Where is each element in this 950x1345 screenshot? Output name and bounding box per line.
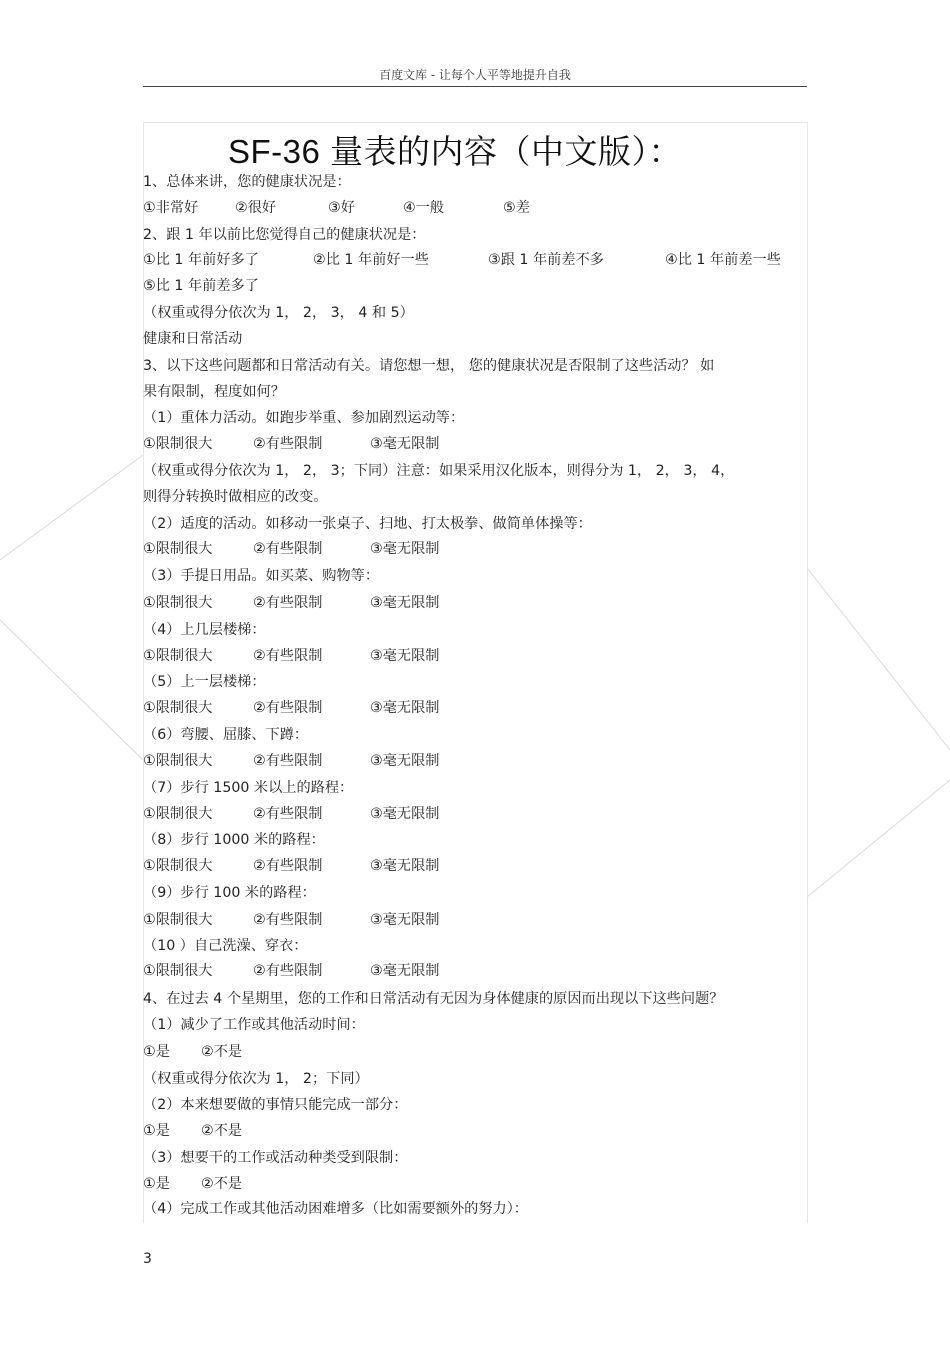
option: ①非常好 xyxy=(143,200,199,216)
subquestion-3-2: （2）适度的活动。如移动一张桌子、扫地、打太极拳、做简单体操等： xyxy=(143,516,592,532)
header-divider xyxy=(143,86,807,87)
document-title: SF-36 量表的内容（中文版）： xyxy=(228,133,683,170)
option: ②不是 xyxy=(201,1123,243,1139)
option: ①限制很大 xyxy=(143,963,213,979)
option: ③毫无限制 xyxy=(370,648,440,664)
option: ②有些限制 xyxy=(253,700,323,716)
subquestion-4-3: （3）想要干的工作或活动种类受到限制： xyxy=(143,1150,408,1166)
subquestion-3-8: （8）步行 1000 米的路程： xyxy=(143,832,325,848)
option: ①限制很大 xyxy=(143,753,213,769)
option: ①比 1 年前好多了 xyxy=(143,252,259,268)
option: ①是 xyxy=(143,1123,170,1139)
option: ②不是 xyxy=(201,1044,243,1060)
option: ①限制很大 xyxy=(143,858,213,874)
option: ④一般 xyxy=(403,200,445,216)
option-q2-5: ⑤比 1 年前差多了 xyxy=(143,278,259,294)
option: ②有些限制 xyxy=(253,912,323,928)
page-number: 3 xyxy=(143,1251,152,1267)
option: ②有些限制 xyxy=(253,806,323,822)
option: ③毫无限制 xyxy=(370,963,440,979)
option: ①限制很大 xyxy=(143,541,213,557)
weight-note-q4: （权重或得分依次为 1， 2；下同） xyxy=(143,1071,369,1087)
option: ②不是 xyxy=(201,1176,243,1192)
option: ②有些限制 xyxy=(253,648,323,664)
subquestion-4-4: （4）完成工作或其他活动困难增多（比如需要额外的努力）： xyxy=(143,1201,528,1217)
subquestion-4-1: （1）减少了工作或其他活动时间： xyxy=(143,1017,365,1033)
option: ①限制很大 xyxy=(143,595,213,611)
option: ③毫无限制 xyxy=(370,858,440,874)
option: ②有些限制 xyxy=(253,541,323,557)
question-3: 3、以下这些问题都和日常活动有关。请您想一想， 您的健康状况是否限制了这些活动？ 如 xyxy=(143,358,715,374)
option: ⑤差 xyxy=(503,200,530,216)
subquestion-3-3: （3）手提日用品。如买菜、购物等： xyxy=(143,568,380,584)
option: ③毫无限制 xyxy=(370,806,440,822)
option: ④比 1 年前差一些 xyxy=(665,252,781,268)
option: ②比 1 年前好一些 xyxy=(313,252,429,268)
subquestion-3-10: （10 ）自己洗澡、穿衣： xyxy=(143,938,308,954)
subquestion-3-7: （7）步行 1500 米以上的路程： xyxy=(143,780,354,796)
question-1: 1、总体来讲，您的健康状况是： xyxy=(143,174,351,190)
subquestion-3-9: （9）步行 100 米的路程： xyxy=(143,885,316,901)
option: ②很好 xyxy=(235,200,277,216)
subquestion-3-1: （1）重体力活动。如跑步举重、参加剧烈运动等： xyxy=(143,410,465,426)
weight-note-q2: （权重或得分依次为 1， 2， 3， 4 和 5） xyxy=(143,305,414,321)
option: ③跟 1 年前差不多 xyxy=(488,252,604,268)
subquestion-3-6: （6）弯腰、屈膝、下蹲： xyxy=(143,727,309,743)
option: ①是 xyxy=(143,1044,170,1060)
option: ③毫无限制 xyxy=(370,436,440,452)
option: ②有些限制 xyxy=(253,753,323,769)
subquestion-3-4: （4）上几层楼梯： xyxy=(143,622,266,638)
option: ①限制很大 xyxy=(143,912,213,928)
option: ①限制很大 xyxy=(143,700,213,716)
option: ③毫无限制 xyxy=(370,912,440,928)
option: ②有些限制 xyxy=(253,963,323,979)
weight-note-q3: （权重或得分依次为 1， 2， 3；下同）注意：如果采用汉化版本，则得分为 1， 2， 3， 4， xyxy=(143,463,735,479)
page-header: 百度文库 - 让每个人平等地提升自我 xyxy=(379,68,571,82)
option: ③毫无限制 xyxy=(370,700,440,716)
question-3-cont: 果有限制，程度如何？ xyxy=(143,384,285,400)
option: ②有些限制 xyxy=(253,595,323,611)
option: ③好 xyxy=(328,200,355,216)
option: ①限制很大 xyxy=(143,806,213,822)
weight-note-q3-cont: 则得分转换时做相应的改变。 xyxy=(143,489,328,505)
question-2: 2、跟 1 年以前比您觉得自己的健康状况是： xyxy=(143,227,426,243)
subquestion-3-5: （5）上一层楼梯： xyxy=(143,674,266,690)
subquestion-4-2: （2）本来想要做的事情只能完成一部分： xyxy=(143,1097,408,1113)
option: ③毫无限制 xyxy=(370,753,440,769)
question-4: 4、在过去 4 个星期里，您的工作和日常活动有无因为身体健康的原因而出现以下这些问题？ xyxy=(143,991,724,1007)
option: ②有些限制 xyxy=(253,436,323,452)
option: ①限制很大 xyxy=(143,436,213,452)
option: ③毫无限制 xyxy=(370,595,440,611)
option: ②有些限制 xyxy=(253,858,323,874)
option: ①限制很大 xyxy=(143,648,213,664)
section-heading: 健康和日常活动 xyxy=(143,331,243,347)
option: ③毫无限制 xyxy=(370,541,440,557)
option: ①是 xyxy=(143,1176,170,1192)
